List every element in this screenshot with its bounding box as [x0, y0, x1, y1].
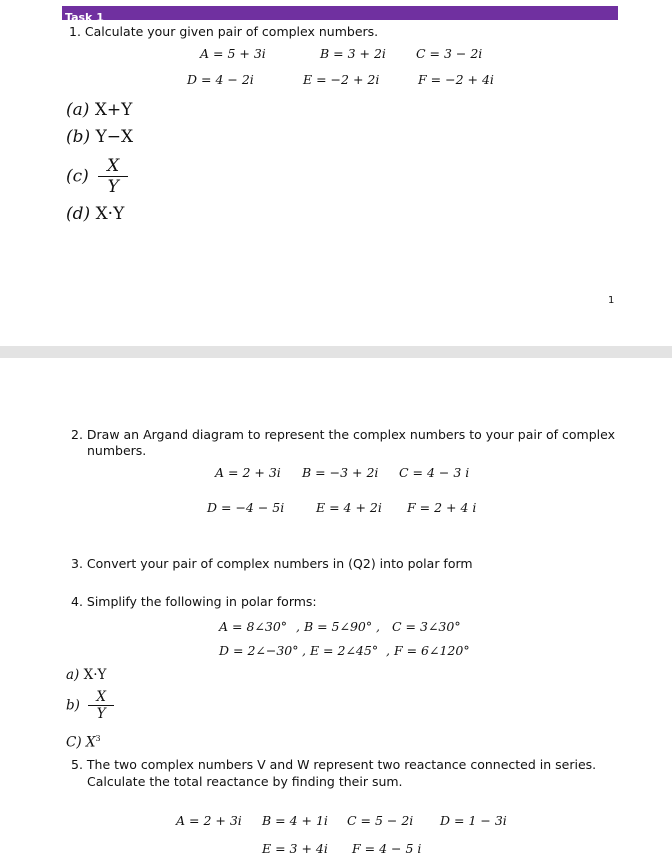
q2-value-c: C = 4 − 3 i: [399, 465, 470, 480]
q1-part-b-expr: Y−X: [95, 127, 134, 147]
q4-part-b-numerator: X: [96, 689, 107, 705]
q2-value-e: E = 4 + 2i: [316, 500, 382, 515]
q4-part-b-denominator: Y: [88, 705, 114, 722]
q1-value-f: F = −2 + 4i: [418, 72, 494, 87]
q5-value-c: C = 5 − 2i: [347, 813, 414, 828]
q5-value-e: E = 3 + 4i: [262, 841, 328, 856]
q4-separator: ,: [376, 619, 380, 634]
q4-part-c: [66, 734, 101, 751]
q1-value-b: B = 3 + 2i: [320, 46, 386, 61]
q1-part-b: [66, 127, 133, 147]
q1-part-c-denominator: Y: [98, 176, 128, 197]
q5-value-a: A = 2 + 3i: [176, 813, 242, 828]
q4-part-a-label: a): [66, 667, 80, 683]
q1-part-d-expr: X·Y: [95, 204, 125, 224]
task-header-bar: [62, 6, 618, 24]
q4-value-c: C = 3∠30°: [392, 619, 461, 634]
q1-part-c-numerator: X: [107, 156, 120, 176]
q4-part-c-exponent: 3: [95, 734, 101, 743]
q2-value-a: A = 2 + 3i: [215, 465, 281, 480]
q4-part-b: [66, 689, 114, 722]
q4-text: 4. Simplify the following in polar forms:: [71, 594, 317, 609]
q2-text-line2: numbers.: [87, 443, 147, 458]
q1-value-e: E = −2 + 2i: [303, 72, 380, 87]
q5-value-d: D = 1 − 3i: [440, 813, 507, 828]
q1-part-d-label: (d): [66, 204, 91, 224]
q5-value-b: B = 4 + 1i: [262, 813, 328, 828]
q1-part-c-fraction: [98, 156, 128, 197]
q4-value-f: , F = 6∠120°: [386, 643, 470, 658]
q1-part-c-label: (c): [66, 166, 89, 187]
q2-text-line1: 2. Draw an Argand diagram to represent the complex numbers to your pair of complex: [71, 427, 615, 442]
q1-part-a-label: (a): [66, 100, 90, 120]
q5-text-line2: Calculate the total reactance by finding their sum.: [87, 774, 403, 789]
q1-value-a: A = 5 + 3i: [200, 46, 266, 61]
q4-part-c-label: C): [66, 734, 82, 751]
task-header-title: Task 1: [65, 11, 104, 24]
q4-value-b: , B = 5∠90°: [296, 619, 373, 634]
q2-value-d: D = −4 − 5i: [207, 500, 285, 515]
q4-value-e: , E = 2∠45°: [302, 643, 379, 658]
page-break: [0, 346, 672, 358]
q3-text: 3. Convert your pair of complex numbers in (Q2) into polar form: [71, 556, 473, 571]
q4-value-a: A = 8∠30°: [219, 619, 288, 634]
q1-text: 1. Calculate your given pair of complex numbers.: [69, 24, 379, 39]
q4-part-a: [66, 667, 106, 683]
q1-value-d: D = 4 − 2i: [187, 72, 254, 87]
q1-part-a: [66, 100, 132, 120]
q4-part-c-expr: X: [85, 734, 96, 751]
q4-part-a-expr: X·Y: [83, 667, 107, 683]
q4-value-d: D = 2∠−30°: [219, 643, 299, 658]
q4-part-b-label: b): [66, 697, 80, 714]
q1-part-c: [66, 156, 128, 197]
q2-value-b: B = −3 + 2i: [302, 465, 379, 480]
q2-value-f: F = 2 + 4 i: [407, 500, 477, 515]
page-number: 1: [608, 295, 615, 306]
q4-part-b-fraction: [88, 689, 114, 722]
q5-text-line1: 5. The two complex numbers V and W represent two reactance connected in series.: [71, 757, 597, 772]
q1-part-b-label: (b): [66, 127, 91, 147]
q1-value-c: C = 3 − 2i: [416, 46, 483, 61]
q5-value-f: F = 4 − 5 i: [352, 841, 422, 856]
q1-part-a-expr: X+Y: [94, 100, 133, 120]
q1-part-d: [66, 204, 124, 224]
